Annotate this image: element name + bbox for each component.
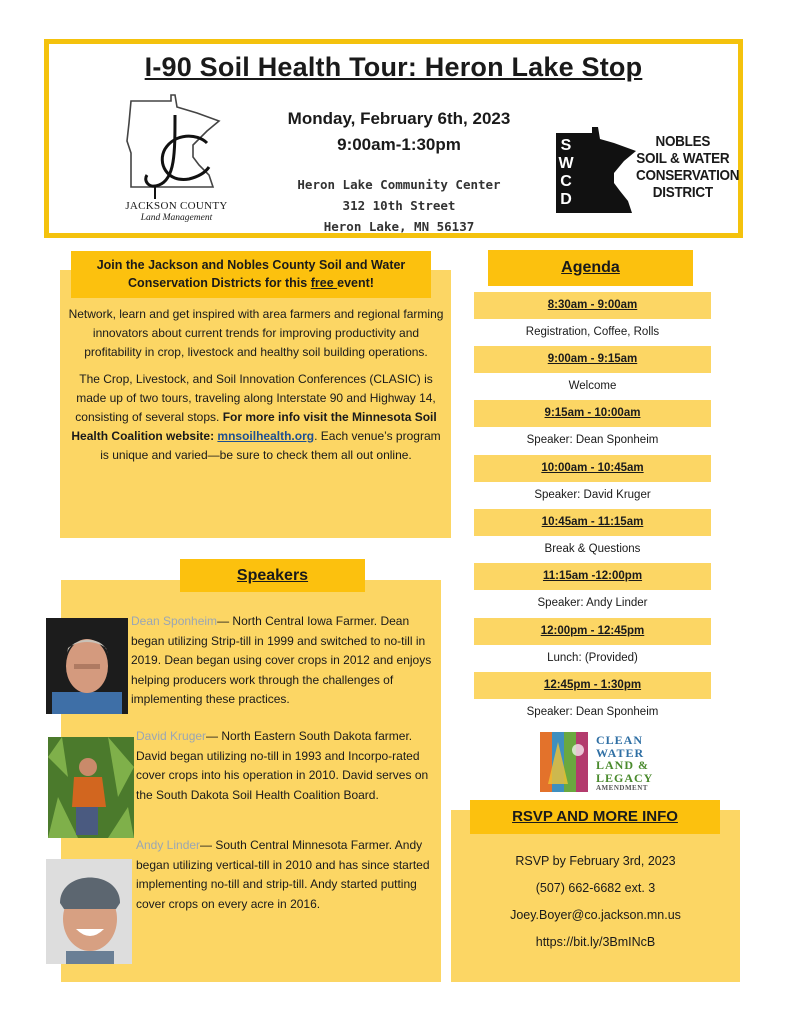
speaker-name: David Kruger — [136, 729, 207, 743]
agenda-time: 8:30am - 9:00am — [474, 292, 711, 319]
swcd-letter: W — [558, 155, 574, 172]
speaker-photo-dean — [46, 618, 128, 714]
speaker-name: Andy Linder — [136, 838, 201, 852]
event-time: 9:00am-1:30pm — [337, 135, 461, 154]
speakers-heading-text: Speakers — [236, 567, 309, 584]
agenda-desc: Registration, Coffee, Rolls — [525, 326, 660, 338]
agenda-time: 9:15am - 10:00am — [474, 400, 711, 427]
intro-heading-free: free — [310, 276, 338, 290]
agenda-time: 11:15am -12:00pm — [474, 563, 711, 590]
swcd-letter: D — [560, 191, 572, 208]
agenda-desc: Speaker: Dean Sponheim — [526, 434, 659, 446]
agenda-desc: Lunch: (Provided) — [547, 652, 638, 664]
speaker-bio-david — [136, 727, 438, 805]
speaker-bio-andy — [136, 836, 438, 914]
intro-heading-end: event! — [337, 276, 374, 290]
intro-paragraph — [66, 370, 446, 465]
agenda-time: 10:45am - 11:15am — [474, 509, 711, 536]
agenda-time: 12:00pm - 12:45pm — [474, 618, 711, 645]
agenda-desc: Speaker: Andy Linder — [537, 597, 648, 609]
rsvp-heading-text: RSVP AND MORE INFO — [512, 808, 678, 825]
speaker-photo-david — [48, 737, 134, 838]
swcd-letter: S — [560, 137, 572, 154]
clean-water-text — [596, 734, 653, 793]
legacy-art-icon — [540, 732, 590, 792]
nobles-swcd-logo — [552, 125, 740, 215]
jackson-county-logo — [109, 93, 244, 233]
intro-text: The Crop, Livestock, and Soil Innovation Conferences (CLASIC) is made up of two tours, traveling along Interstate 90 and Highway 14, consisting of several stops. — [75, 372, 436, 424]
minnesota-jc-icon — [109, 93, 244, 201]
event-venue — [249, 174, 549, 237]
jackson-county-name: JACKSON COUNTY — [125, 200, 228, 212]
venue-city: Heron Lake, MN 56137 — [323, 219, 475, 234]
speaker-name: Dean Sponheim — [131, 614, 218, 628]
mnsoilhealth-link[interactable]: mnsoilhealth.org — [217, 429, 315, 443]
event-date-time — [219, 106, 579, 158]
speaker-bio-dean — [131, 612, 443, 710]
intro-bold-text: For more info visit the Minnesota Soil Health Coalition website: — [71, 410, 437, 443]
intro-heading — [71, 251, 431, 298]
header-box — [44, 39, 743, 238]
rsvp-url[interactable]: https://bit.ly/3BmINcB — [535, 935, 656, 949]
intro-text: . Each venue’s program is unique and varied—be sure to check them all out online. — [100, 429, 441, 462]
swcd-letter: C — [560, 173, 572, 190]
jackson-county-subtitle: Land Management — [140, 213, 213, 223]
nobles-line: SOIL & WATER — [636, 150, 730, 167]
rsvp-phone[interactable]: (507) 662-6682 ext. 3 — [535, 881, 656, 895]
clean-water-land-legacy-logo — [540, 732, 665, 794]
speaker-desc: — South Central Minnesota Farmer. Andy began utilizing vertical-till in 2010 and has since started implementing no-till and strip-till. Andy started putting cover crops on every acre in 2016. — [136, 838, 430, 911]
agenda-desc: Speaker: Dean Sponheim — [526, 706, 659, 718]
nobles-line: DISTRICT — [652, 184, 713, 201]
event-date: Monday, February 6th, 2023 — [287, 109, 511, 128]
nobles-line: NOBLES — [655, 133, 711, 150]
cw-line: LEGACY — [596, 770, 654, 785]
agenda-desc: Break & Questions — [544, 543, 641, 555]
speaker-desc: — North Central Iowa Farmer. Dean began utilizing Strip-till in 1999 and switched to no-till in 2019. Dean began using cover crops in 2012 and enjoys helping producers work through the challenges of implementing these practices. — [131, 614, 432, 706]
cw-line: LAND & — [596, 758, 649, 772]
rsvp-body — [451, 848, 740, 956]
agenda-desc: Speaker: David Kruger — [534, 489, 651, 501]
agenda-time: 10:00am - 10:45am — [474, 455, 711, 482]
nobles-text — [636, 133, 740, 201]
intro-paragraph: Network, learn and get inspired with area farmers and regional farming innovators about current trends for improving productivity and profitability in crop, livestock and healthy soil building operations. — [68, 307, 444, 359]
agenda-heading-text: Agenda — [561, 259, 620, 276]
speakers-heading — [180, 559, 365, 592]
rsvp-email[interactable]: Joey.Boyer@co.jackson.mn.us — [510, 908, 681, 922]
agenda-time: 9:00am - 9:15am — [474, 346, 711, 373]
intro-body — [66, 305, 446, 473]
swcd-letters — [556, 137, 576, 209]
rsvp-deadline: RSVP by February 3rd, 2023 — [515, 854, 676, 868]
nobles-line: CONSERVATION — [636, 167, 740, 184]
cw-line: WATER — [596, 745, 645, 760]
cw-line: CLEAN — [596, 733, 644, 747]
speaker-desc: — North Eastern South Dakota farmer. David began utilizing no-till in 1993 and Incorpo-rated cover crops into his operation in 2010. David serves on the South Dakota Soil Health Coalition Board. — [136, 729, 429, 802]
venue-name: Heron Lake Community Center — [297, 177, 501, 192]
intro-heading-text: Join the Jackson and Nobles County Soil and Water Conservation Districts for this — [96, 258, 406, 290]
cw-line: AMENDMENT — [596, 784, 648, 792]
speaker-photo-andy — [46, 859, 132, 964]
venue-street: 312 10th Street — [342, 198, 456, 213]
rsvp-heading — [470, 800, 720, 834]
agenda-desc: Welcome — [568, 380, 617, 392]
agenda-heading — [488, 250, 693, 286]
agenda-time: 12:45pm - 1:30pm — [474, 672, 711, 699]
page-title: I-90 Soil Health Tour: Heron Lake Stop — [144, 52, 643, 82]
